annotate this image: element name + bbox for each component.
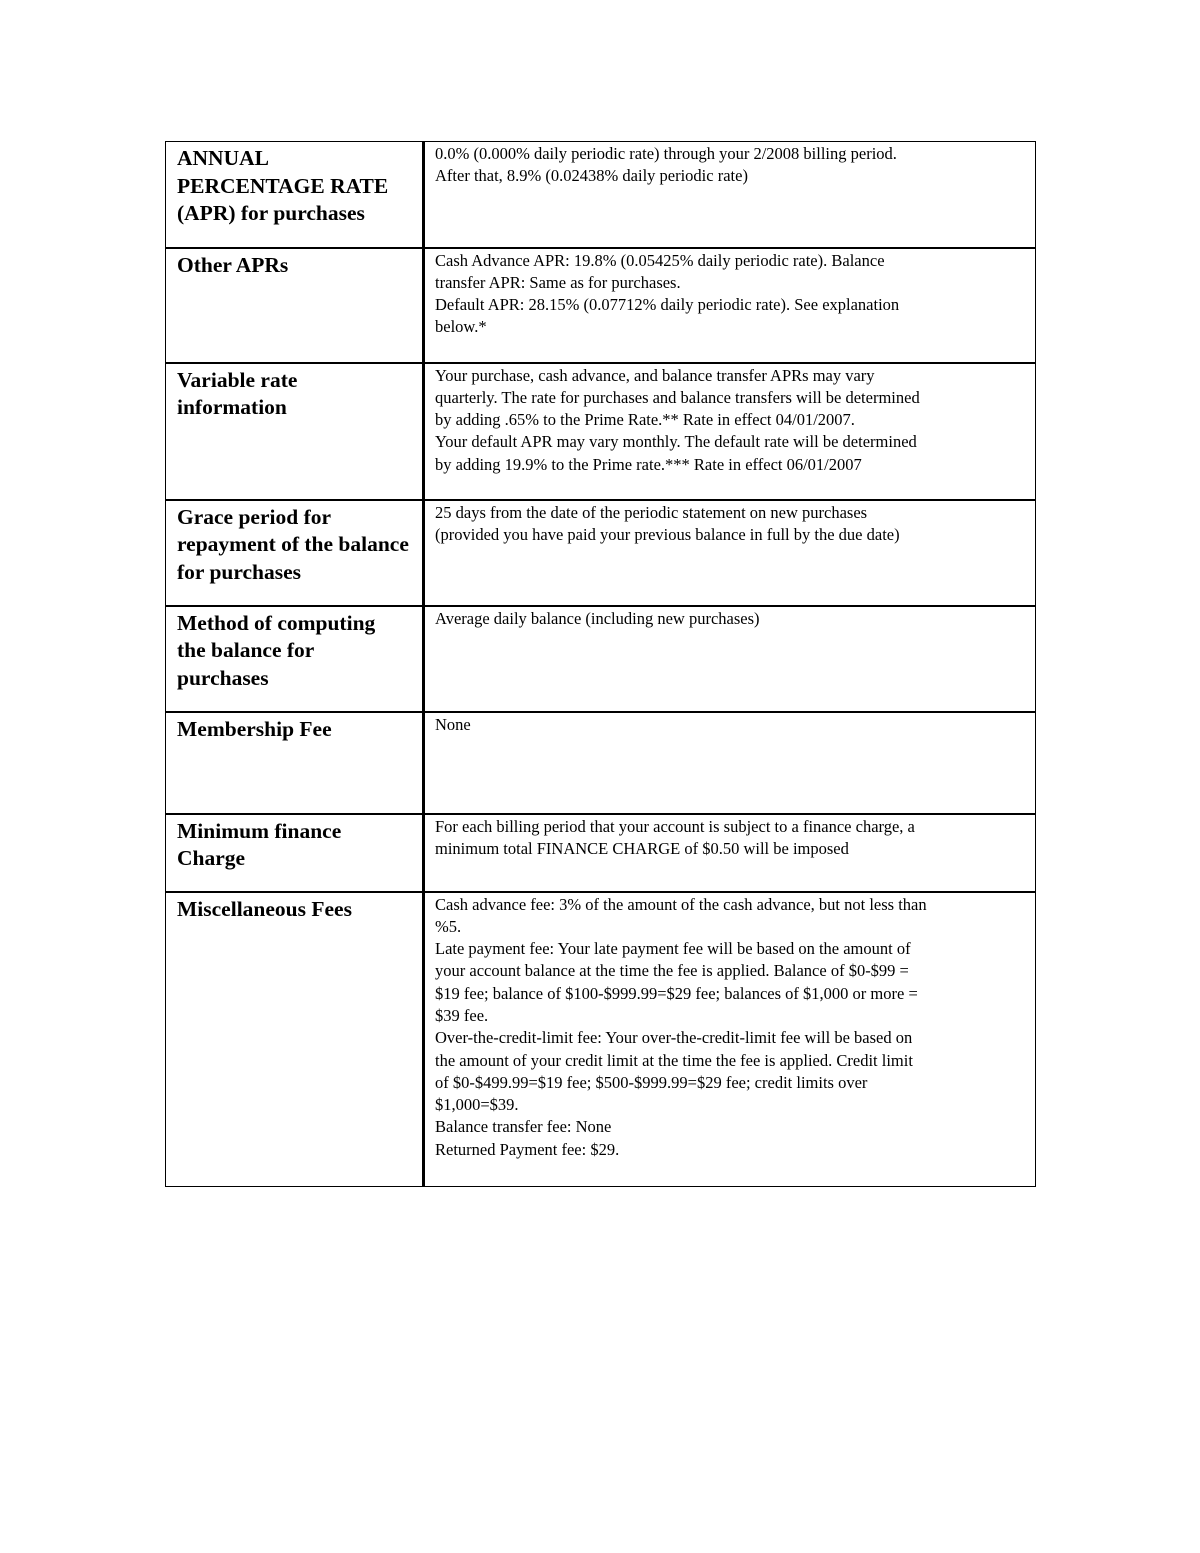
row-description-cell	[424, 892, 1036, 1187]
description-line: your account balance at the time the fee is applied. Balance of $0-$99 =	[435, 961, 909, 981]
row-label: Membership Fee	[177, 716, 332, 741]
row-label-cell	[166, 363, 424, 500]
description-line: minimum total FINANCE CHARGE of $0.50 will be imposed	[435, 838, 849, 858]
table-row-membership-fee	[166, 712, 1036, 814]
row-description-cell	[424, 712, 1036, 814]
description-line: of $0-$499.99=$19 fee; $500-$999.99=$29 fee; credit limits over	[435, 1072, 868, 1092]
row-label-cell	[166, 248, 424, 363]
table-row-other-aprs	[166, 248, 1036, 363]
description-line: by adding 19.9% to the Prime rate.*** Rate in effect 06/01/2007	[435, 454, 862, 474]
row-label: Miscellaneous Fees	[177, 896, 352, 921]
description-line: Average daily balance (including new purchases)	[435, 608, 760, 628]
row-label-cell	[166, 500, 424, 606]
description-line: Late payment fee: Your late payment fee will be based on the amount of	[435, 939, 911, 959]
description-line: by adding .65% to the Prime Rate.** Rate in effect 04/01/2007.	[435, 410, 855, 430]
row-label-cell	[166, 712, 424, 814]
row-description-cell	[424, 142, 1036, 248]
description-line: $39 fee.	[435, 1005, 489, 1025]
row-label: Method of computing the balance for purchases	[177, 610, 376, 690]
description-line: Returned Payment fee: $29.	[435, 1139, 620, 1159]
description-line: %5.	[435, 916, 462, 936]
row-label-cell	[166, 892, 424, 1187]
description-line: Cash Advance APR: 19.8% (0.05425% daily periodic rate). Balance	[435, 250, 885, 270]
description-line: Your default APR may vary monthly. The default rate will be determined	[435, 432, 917, 452]
description-line: $1,000=$39.	[435, 1095, 519, 1115]
description-line: Over-the-credit-limit fee: Your over-the-credit-limit fee will be based on	[435, 1028, 913, 1048]
description-line: 0.0% (0.000% daily periodic rate) through your 2/2008 billing period.	[435, 144, 897, 163]
row-label: Minimum finance Charge	[177, 818, 342, 870]
description-line: quarterly. The rate for purchases and balance transfers will be determined	[435, 387, 920, 407]
description-line: the amount of your credit limit at the time the fee is applied. Credit limit	[435, 1050, 913, 1070]
description-line: transfer APR: Same as for purchases.	[435, 272, 681, 292]
row-label-cell	[166, 606, 424, 712]
row-label: Variable rate information	[177, 367, 298, 419]
row-description-cell	[424, 363, 1036, 500]
description-line: Balance transfer fee: None	[435, 1117, 612, 1137]
row-description-cell	[424, 500, 1036, 606]
credit-card-terms-table	[165, 141, 1036, 1187]
description-line: Default APR: 28.15% (0.07712% daily periodic rate). See explanation	[435, 295, 900, 315]
description-line: For each billing period that your account is subject to a finance charge, a	[435, 816, 915, 836]
row-label: Grace period for repayment of the balance for purchases	[177, 504, 409, 584]
description-line: 25 days from the date of the periodic statement on new purchases	[435, 502, 868, 522]
description-line: below.*	[435, 317, 487, 337]
row-label-cell	[166, 814, 424, 892]
description-line: None	[435, 714, 471, 734]
description-line: (provided you have paid your previous balance in full by the due date)	[435, 524, 900, 544]
table-row-grace-period	[166, 500, 1036, 606]
description-line: After that, 8.9% (0.02438% daily periodic rate)	[435, 166, 748, 186]
row-description-cell	[424, 814, 1036, 892]
row-label: ANNUAL PERCENTAGE RATE (APR) for purchases	[177, 146, 389, 225]
table-row-minimum-finance-charge	[166, 814, 1036, 892]
table-row-apr-purchases	[166, 142, 1036, 248]
description-line: $19 fee; balance of $100-$999.99=$29 fee; balances of $1,000 or more =	[435, 983, 918, 1003]
description-line: Cash advance fee: 3% of the amount of the cash advance, but not less than	[435, 894, 927, 914]
row-description-cell	[424, 606, 1036, 712]
description-line: Your purchase, cash advance, and balance transfer APRs may vary	[435, 365, 875, 385]
row-label-cell	[166, 142, 424, 248]
row-label: Other APRs	[177, 252, 289, 277]
table-row-computing-method	[166, 606, 1036, 712]
row-description-cell	[424, 248, 1036, 363]
table-row-miscellaneous-fees	[166, 892, 1036, 1187]
table-row-variable-rate	[166, 363, 1036, 500]
